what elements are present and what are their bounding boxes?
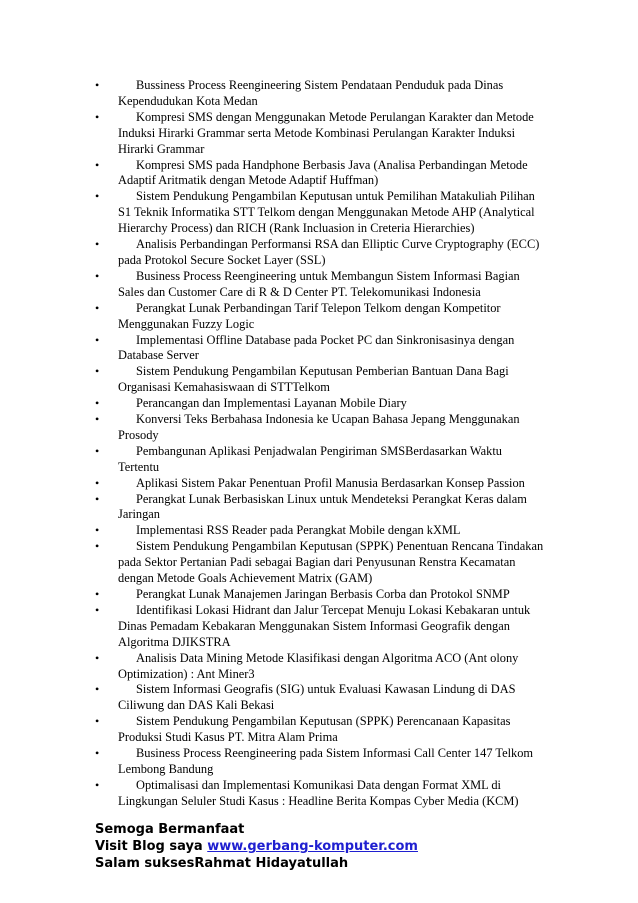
list-item [95,746,545,778]
list-item-text: Sistem Informasi Geografis (SIG) untuk Evaluasi Kawasan Lindung di DAS Ciliwung dan DAS Kali Bekasi [118,682,516,713]
bullet-icon: • [95,587,100,601]
list-item-text: Sistem Pendukung Pengambilan Keputusan Pemberian Bantuan Dana Bagi Organisasi Kemahasiswaan di STTTelkom [118,364,509,395]
bullet-icon: • [95,491,100,506]
list-item [95,301,545,333]
list-item [95,682,545,714]
bullet-icon: • [95,237,100,252]
bullet-icon: • [95,777,100,792]
bullet-icon: • [95,714,100,729]
list-item [95,412,545,444]
list-item-text: Kompresi SMS pada Handphone Berbasis Java (Analisa Perbandingan Metode Adaptif Aritmatik dengan Metode Adaptif Huffman) [118,157,528,188]
list-item [95,364,545,396]
list-item-text: Perangkat Lunak Berbasiskan Linux untuk Mendeteksi Perangkat Keras dalam Jaringan [118,491,527,522]
footer [95,821,418,872]
list-item-text: Analisis Perbandingan Performansi RSA dan Elliptic Curve Cryptography (ECC) pada Protokol Secure Socket Layer (SSL) [118,237,540,267]
list-item [95,778,545,810]
bullet-icon: • [95,332,100,347]
bullet-icon: • [95,412,100,427]
list-item [95,603,545,651]
footer-blog-line [95,838,418,855]
bullet-icon: • [95,109,100,124]
list-item-text: Konversi Teks Berbahasa Indonesia ke Ucapan Bahasa Jepang Menggunakan Prosody [118,412,520,442]
list-item [95,237,545,269]
list-item-text: Perancangan dan Implementasi Layanan Mobile Diary [136,396,407,411]
list-item-text: Optimalisasi dan Implementasi Komunikasi Data dengan Format XML di Lingkungan Seluler Studi Kasus : Headline Berita Kompas Cyber Media (KCM) [118,777,519,808]
bullet-icon: • [95,443,100,458]
list-item-text: Perangkat Lunak Manajemen Jaringan Berbasis Corba dan Protokol SNMP [136,587,510,601]
bullet-icon: • [95,475,100,490]
bullet-icon: • [95,746,100,761]
bullet-icon: • [95,682,100,697]
bullet-icon: • [95,268,100,283]
footer-blog-prefix: Visit Blog saya [95,839,208,854]
list-item [95,78,545,110]
list-item [95,651,545,683]
bullet-icon: • [95,189,100,204]
footer-signature: Salam suksesRahmat Hidayatullah [95,856,349,871]
list-item [95,476,545,492]
list-item [95,539,545,587]
footer-greeting: Semoga Bermanfaat [95,822,245,837]
list-item [95,158,545,190]
list-item [95,110,545,158]
list-item-text: Aplikasi Sistem Pakar Penentuan Profil Manusia Berdasarkan Konsep Passion [136,475,525,490]
list-item [95,396,545,412]
list-item-text: Sistem Pendukung Pengambilan Keputusan (SPPK) Penentuan Rencana Tindakan pada Sektor Pertanian Padi sebagai Bagian dari Penyusunan Renstra Kecamatan dengan Metode Goals Achievement Matrix (GAM) [118,539,544,586]
list-item [95,714,545,746]
list-item [95,444,545,476]
bullet-icon: • [95,78,100,92]
list-item [95,523,545,539]
list-item-text: Kompresi SMS dengan Menggunakan Metode Perulangan Karakter dan Metode Induksi Hirarki Grammar serta Metode Kombinasi Perulangan Karakter Induksi Hirarki Grammar [118,109,534,156]
bullet-icon: • [95,602,100,617]
list-item-text: Implementasi Offline Database pada Pocket PC dan Sinkronisasinya dengan Database Server [118,332,515,363]
list-item-text: Perangkat Lunak Perbandingan Tarif Telepon Telkom dengan Kompetitor Menggunakan Fuzzy Logic [118,300,501,331]
list-item-text: Sistem Pendukung Pengambilan Keputusan (SPPK) Perencanaan Kapasitas Produksi Studi Kasus PT. Mitra Alam Prima [118,714,511,745]
list-item [95,587,545,603]
list-item-text: Bussiness Process Reengineering Sistem Pendataan Penduduk pada Dinas Kependudukan Kota Medan [118,78,504,108]
bullet-icon: • [95,157,100,172]
bullet-icon: • [95,523,100,538]
bullet-icon: • [95,300,100,315]
bullet-icon: • [95,539,100,554]
list-item [95,189,545,237]
list-item-text: Identifikasi Lokasi Hidrant dan Jalur Tercepat Menuju Lokasi Kebakaran untuk Dinas Pemadam Kebakaran Menggunakan Sistem Informasi Geografik dengan Algoritma DJIKSTRA [118,602,531,649]
bullet-icon: • [95,650,100,665]
list-item [95,269,545,301]
list-item-text: Implementasi RSS Reader pada Perangkat Mobile dengan kXML [136,523,461,538]
blog-link[interactable]: www.gerbang-komputer.com [207,839,418,854]
list-item [95,333,545,365]
bullet-icon: • [95,364,100,379]
list-item-text: Business Process Reengineering untuk Membangun Sistem Informasi Bagian Sales dan Customer Care di R & D Center PT. Telekomunikasi Indonesia [118,268,520,299]
list-item [95,492,545,524]
bullet-icon: • [95,396,100,411]
list-item-text: Pembangunan Aplikasi Penjadwalan Pengiriman SMSBerdasarkan Waktu Tertentu [118,443,502,474]
list-item-text: Business Process Reengineering pada Sistem Informasi Call Center 147 Telkom Lembong Bandung [118,746,534,776]
thesis-title-list [95,78,545,810]
list-item-text: Analisis Data Mining Metode Klasifikasi dengan Algoritma ACO (Ant olony Optimization) : Ant Miner3 [118,650,519,681]
list-item-text: Sistem Pendukung Pengambilan Keputusan untuk Pemilihan Matakuliah Pilihan S1 Teknik Informatika STT Telkom dengan Menggunakan Metode AHP (Analytical Hierarchy Process) dan RICH (Rank Incluasion in Creteria Hierarchies) [118,189,535,236]
